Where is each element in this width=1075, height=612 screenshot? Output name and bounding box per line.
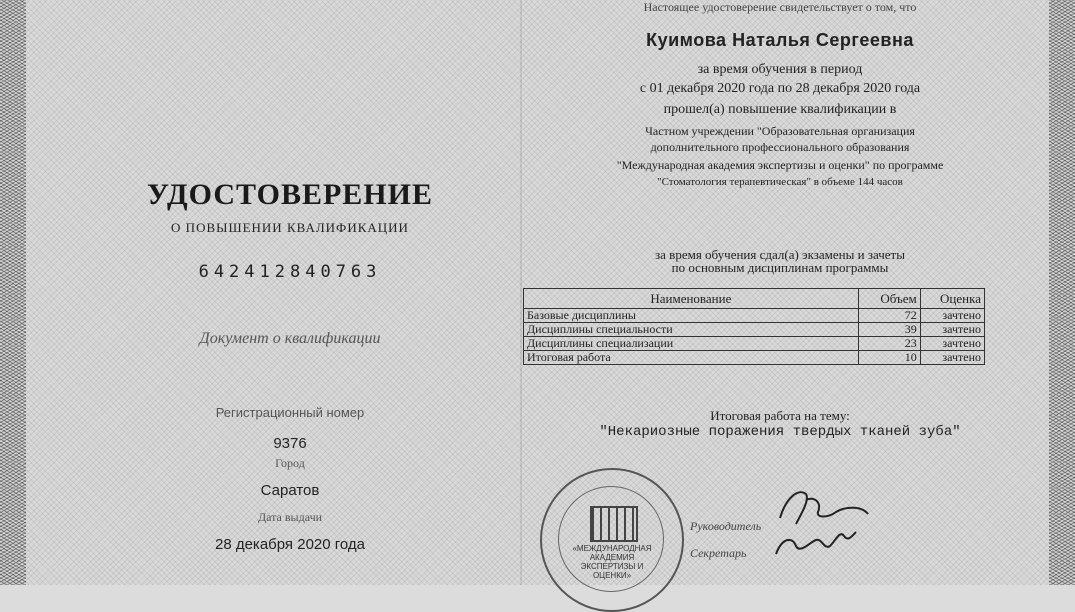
row-volume: 10	[858, 351, 920, 365]
table-row	[524, 351, 985, 365]
period-label: за время обучения в период	[697, 62, 863, 77]
row-name: Базовые дисциплины	[524, 309, 859, 323]
passed-text: прошел(а) повышение квалификации в	[663, 102, 897, 117]
ornamental-border-left	[0, 0, 26, 585]
issue-date: 28 декабря 2020 года	[214, 536, 366, 553]
intro-text: Настоящее удостоверение свидетельствует о том, что	[643, 0, 917, 14]
row-name: Итоговая работа	[524, 351, 859, 365]
thesis-label: Итоговая работа на тему:	[710, 408, 850, 423]
full-name: Куимова Наталья Сергеевна	[646, 30, 914, 50]
stamp-text: «МЕЖДУНАРОДНАЯ АКАДЕМИЯ ЭКСПЕРТИЗЫ И ОЦЕНКИ»	[572, 544, 652, 580]
row-grade: зачтено	[920, 323, 984, 337]
table-row	[524, 323, 985, 337]
header-grade: Оценка	[920, 289, 984, 309]
left-page	[30, 0, 550, 585]
exams-text-1: за время обучения сдал(а) экзамены и зачеты	[655, 247, 905, 262]
header-name: Наименование	[524, 289, 859, 309]
document-subtitle: О ПОВЫШЕНИИ КВАЛИФИКАЦИИ	[171, 220, 409, 235]
registration-label: Регистрационный номер	[215, 405, 365, 420]
row-volume: 39	[858, 323, 920, 337]
academy-building-icon	[590, 506, 638, 542]
grades-header-row	[524, 289, 985, 309]
program-text: "Стоматология терапевтическая" в объеме 144 часов	[657, 176, 903, 188]
registration-number: 9376	[273, 435, 307, 452]
document-title: УДОСТОВЕРЕНИЕ	[147, 178, 433, 211]
row-name: Дисциплины специализации	[524, 337, 859, 351]
row-grade: зачтено	[920, 337, 984, 351]
row-grade: зачтено	[920, 309, 984, 323]
row-name: Дисциплины специальности	[524, 323, 859, 337]
table-row	[524, 337, 985, 351]
ornamental-border-right	[1049, 0, 1075, 585]
header-volume: Объем	[858, 289, 920, 309]
row-grade: зачтено	[920, 351, 984, 365]
row-volume: 72	[858, 309, 920, 323]
secretary-signature	[776, 532, 856, 554]
grades-table	[523, 288, 985, 365]
signatures	[770, 476, 890, 566]
row-volume: 23	[858, 337, 920, 351]
study-period: с 01 декабря 2020 года по 28 декабря 2020 года	[639, 81, 921, 96]
city-label: Город	[275, 456, 305, 470]
thesis-title: "Некариозные поражения твердых тканей зуба"	[599, 424, 961, 440]
organization-line-1: Частном учреждении "Образовательная организация	[645, 124, 915, 138]
city: Саратов	[260, 482, 320, 499]
organization-line-3: "Международная академия экспертизы и оценки" по программе	[616, 158, 944, 172]
issue-date-label: Дата выдачи	[257, 510, 323, 524]
table-row	[524, 309, 985, 323]
exams-text-2: по основным дисциплинам программы	[671, 260, 889, 275]
official-stamp	[540, 468, 684, 612]
secretary-label: Секретарь	[690, 546, 747, 560]
organization-line-2: дополнительного профессионального образования	[650, 140, 910, 154]
document-type: Документ о квалификации	[199, 330, 381, 347]
head-label: Руководитель	[690, 519, 762, 533]
document-number: 642412840763	[198, 262, 382, 282]
head-signature	[780, 492, 868, 524]
